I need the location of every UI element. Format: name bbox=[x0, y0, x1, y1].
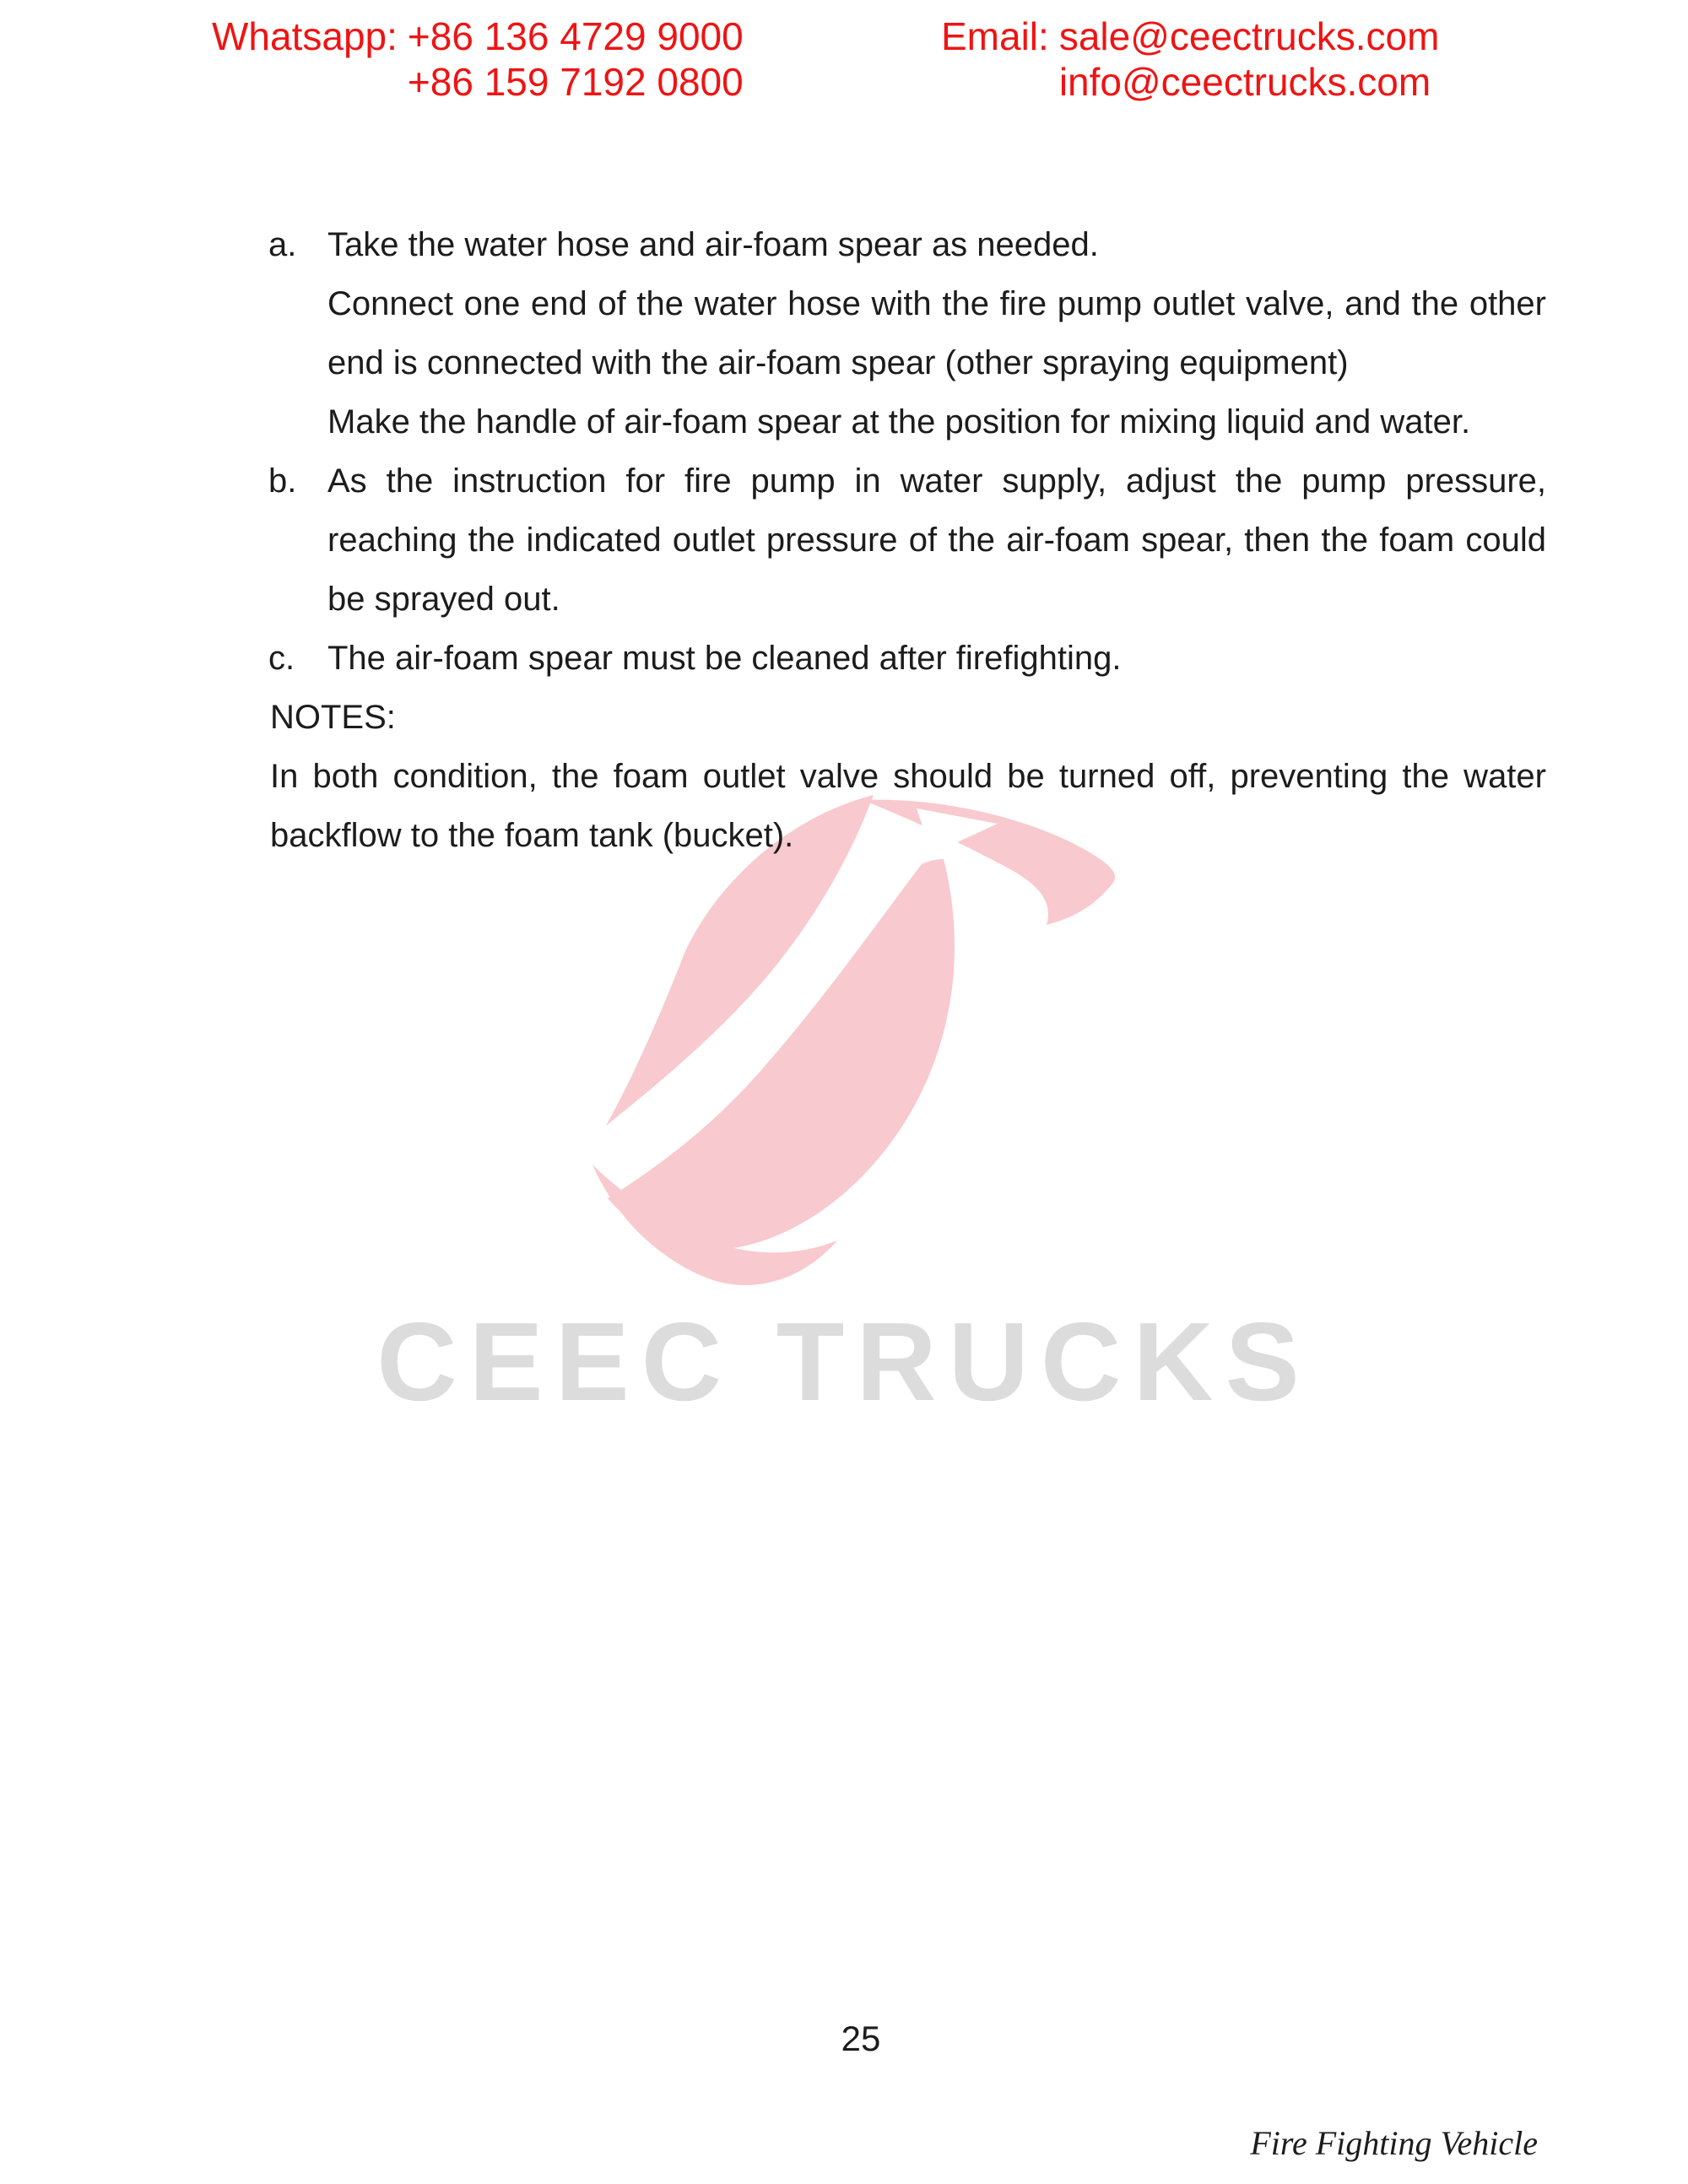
header-email-block bbox=[941, 14, 1439, 105]
notes-heading: NOTES: bbox=[270, 699, 396, 736]
body-line: Connect one end of the water hose with the fire pump outlet valve, and the other bbox=[327, 285, 1546, 322]
list-marker-b: b. bbox=[268, 462, 297, 500]
whatsapp-number-2: +86 159 7192 0800 bbox=[407, 60, 744, 104]
email-address-2: info@ceectrucks.com bbox=[1058, 60, 1431, 104]
footer-doc-title: Fire Fighting Vehicle bbox=[1250, 2124, 1538, 2162]
whatsapp-label: Whatsapp: bbox=[212, 14, 398, 58]
email-label: Email: bbox=[941, 14, 1049, 58]
list-item-b-text: As the instruction for fire pump in water supply, adjust the pump pressure, bbox=[327, 462, 1546, 500]
list-item-c-text: The air-foam spear must be cleaned after firefighting. bbox=[327, 640, 1122, 677]
list-item-c bbox=[268, 629, 1546, 688]
body-line: backflow to the foam tank (bucket). bbox=[270, 817, 794, 854]
page-number: 25 bbox=[841, 2019, 881, 2058]
list-item-b bbox=[268, 451, 1546, 511]
body-line: Make the handle of air-foam spear at the position for mixing liquid and water. bbox=[327, 403, 1471, 441]
email-address-1: sale@ceectrucks.com bbox=[1058, 14, 1440, 58]
watermark-brand-text: CEEC TRUCKS bbox=[376, 1300, 1312, 1424]
body-line: be sprayed out. bbox=[327, 581, 560, 618]
whatsapp-number-1: +86 136 4729 9000 bbox=[407, 14, 744, 58]
list-marker-c: c. bbox=[268, 640, 295, 677]
list-item-a-text: Take the water hose and air-foam spear as needed. bbox=[327, 226, 1099, 263]
list-marker-a: a. bbox=[268, 226, 297, 263]
body-line: reaching the indicated outlet pressure of the air-foam spear, then the foam could bbox=[327, 522, 1546, 559]
body-text bbox=[268, 215, 1546, 865]
body-line: In both condition, the foam outlet valve should be turned off, preventing the water bbox=[270, 758, 1546, 795]
list-item-a bbox=[268, 215, 1546, 274]
header-whatsapp-block bbox=[212, 14, 744, 105]
body-line: end is connected with the air-foam spear (other spraying equipment) bbox=[327, 344, 1349, 381]
